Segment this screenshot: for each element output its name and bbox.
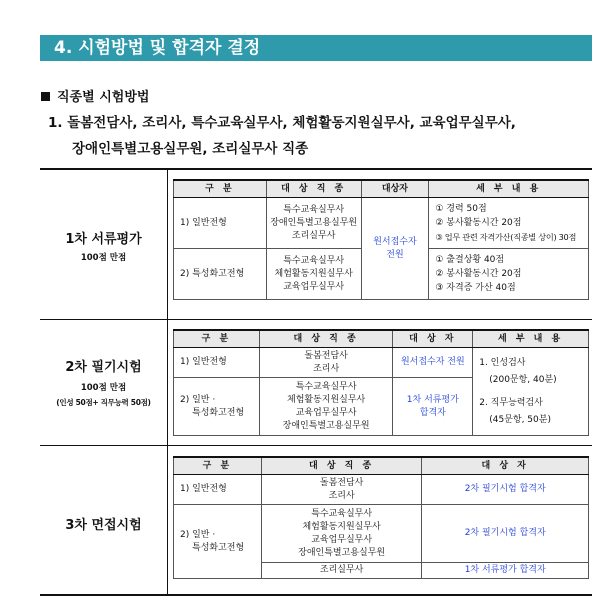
job-name: 특수교육실무사 [311, 508, 373, 519]
section-title: 4. 시험방법 및 합격자 결정 [40, 35, 592, 61]
type-line: 2) 일반 · [180, 394, 216, 405]
type-cell [174, 505, 262, 579]
stage-1-title: 1차 서류평가 [65, 232, 142, 247]
detail-item: 1. 인성검사 [479, 358, 526, 368]
jobs-cell [266, 249, 361, 300]
target-text: 합격자 [419, 407, 446, 418]
job-name: 특수교육실무사 [295, 381, 357, 392]
job-name: 체험활동지원실무사 [302, 521, 381, 532]
header-cell: 대 상 직 종 [261, 457, 422, 475]
detail-item: ② 봉사활동시간 20점 [435, 269, 522, 279]
jobs-cell [259, 348, 393, 378]
job-name: 장애인특별고용실무원 [298, 547, 386, 558]
job-name: 장애인특별고용실무원 [282, 420, 370, 431]
job-name: 교육업무실무사 [295, 407, 357, 418]
target-text: 원서접수자 [373, 236, 417, 247]
type-cell: 2) 특성화고전형 [174, 249, 267, 300]
item-line-1: 1. 돌봄전담사, 조리사, 특수교육실무사, 체험활동지원실무사, 교육업무실무사, [48, 115, 516, 131]
header-cell: 구 분 [174, 330, 260, 348]
details-cell [429, 249, 589, 300]
square-bullet-icon [41, 92, 50, 101]
target-cell: 1차 서류평가 합격자 [422, 563, 589, 579]
type-cell: 1) 일반전형 [174, 475, 262, 505]
stage-3-title: 3차 면접시험 [65, 518, 142, 533]
target-text: 전원 [386, 249, 404, 260]
header-cell: 대 상 직 종 [266, 180, 361, 198]
header-cell: 세 부 내 용 [473, 330, 589, 348]
type-line: 특성화고전형 [192, 542, 245, 553]
header-cell: 대 상 자 [422, 457, 589, 475]
job-name: 돌봄전담사 [319, 477, 364, 488]
header-cell: 대 상 직 종 [259, 330, 393, 348]
type-line: 2) 일반 · [180, 529, 216, 540]
target-text: 1차 서류평가 [406, 394, 459, 405]
jobs-cell [261, 475, 422, 505]
target-cell [393, 378, 473, 436]
header-cell: 구 분 [174, 180, 267, 198]
table-row [174, 198, 589, 249]
details-cell [473, 348, 589, 436]
detail-item: (200문항, 40분) [489, 375, 557, 385]
exam-method-table [40, 168, 592, 596]
jobs-cell [259, 378, 393, 436]
stage-1-label [40, 170, 168, 319]
target-cell: 2차 필기시험 합격자 [422, 505, 589, 563]
jobs-cell: 조리실무사 [261, 563, 422, 579]
job-name: 체험활동지원실무사 [274, 268, 353, 279]
job-name: 체험활동지원실무사 [287, 394, 366, 405]
job-name: 조리사 [328, 490, 355, 501]
header-cell: 대상자 [361, 180, 429, 198]
job-name: 특수교육실무사 [283, 255, 345, 266]
stage-3-table [173, 456, 589, 579]
jobs-cell [266, 198, 361, 249]
stage-3-label [40, 446, 168, 596]
stage-1-table [173, 179, 589, 300]
header-cell: 구 분 [174, 457, 262, 475]
detail-item: (45문항, 50분) [489, 415, 551, 425]
item-line-2: 장애인특별고용실무원, 조리실무사 직종 [72, 141, 309, 157]
job-name: 교육업무실무사 [283, 281, 345, 292]
stage-1-subtitle: 100점 만점 [80, 253, 127, 263]
details-cell [429, 198, 589, 249]
stage-2-subtitle-2: (인성 50점+ 직무능력 50점) [56, 398, 151, 407]
detail-item: ③ 업무 관련 자격가산(직종별 상이) 30점 [435, 232, 577, 242]
stage-2-label [40, 320, 168, 445]
type-cell: 1) 일반전형 [174, 348, 260, 378]
job-name: 교육업무실무사 [311, 534, 373, 545]
detail-item: 2. 직무능력검사 [479, 398, 543, 408]
target-cell: 원서접수자 전원 [393, 348, 473, 378]
detail-item: ② 봉사활동시간 20점 [435, 218, 522, 228]
stage-2-subtitle: 100점 만점 [80, 383, 127, 393]
job-name: 특수교육실무사 [283, 204, 345, 215]
detail-item: ③ 자격증 가산 40점 [435, 283, 516, 293]
type-cell [174, 378, 260, 436]
detail-item: ① 출결상황 40점 [435, 255, 505, 265]
jobs-cell [261, 505, 422, 563]
job-name: 조리사 [313, 363, 340, 374]
table-row [174, 505, 589, 563]
job-name: 돌봄전담사 [304, 350, 348, 361]
type-cell: 1) 일반전형 [174, 198, 267, 249]
table-row [174, 180, 589, 198]
table-row [174, 475, 589, 505]
stage-2-table [173, 329, 589, 436]
header-cell: 대 상 자 [393, 330, 473, 348]
target-cell [361, 198, 429, 300]
table-row [174, 457, 589, 475]
table-row [174, 330, 589, 348]
stage-2-title: 2차 필기시험 [65, 360, 142, 375]
target-cell: 2차 필기시험 합격자 [422, 475, 589, 505]
detail-item: ① 경력 50점 [435, 204, 487, 214]
subheading: 직종별 시험방법 [41, 86, 149, 105]
job-name: 조리실무사 [291, 230, 336, 241]
table-row [174, 348, 589, 378]
header-cell: 세 부 내 용 [429, 180, 589, 198]
type-line: 특성화고전형 [192, 407, 245, 418]
job-name: 장애인특별고용실무원 [270, 217, 358, 228]
